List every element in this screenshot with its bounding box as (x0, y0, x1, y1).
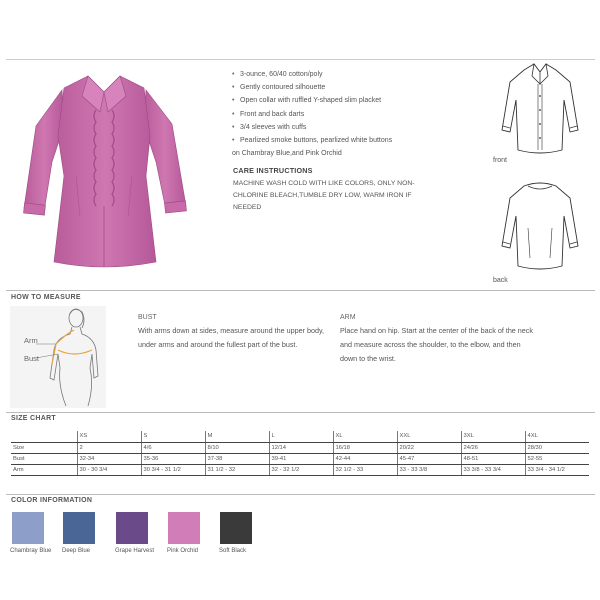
figure-arm-label: Arm (24, 336, 38, 345)
table-cell: 45-47 (397, 453, 461, 464)
row-label: Arm (11, 464, 77, 475)
feature-item: • Pearlized smoke buttons, pearlized white buttons (232, 134, 482, 147)
row-label: Bust (11, 453, 77, 464)
table-cell: 16/18 (333, 442, 397, 453)
size-chart-table (11, 431, 589, 476)
column-header: S (141, 431, 205, 442)
table-cell: 52-55 (525, 453, 589, 464)
feature-list (232, 68, 482, 160)
table-cell: 24/26 (461, 442, 525, 453)
front-line-drawing (498, 60, 582, 156)
table-cell: 33 - 33 3/8 (397, 464, 461, 475)
color-swatch-grape-harvest[interactable] (116, 512, 148, 544)
care-title: CARE INSTRUCTIONS (233, 166, 313, 175)
table-cell: 31 1/2 - 32 (205, 464, 269, 475)
table-cell: 32 - 32 1/2 (269, 464, 333, 475)
measure-figure (10, 306, 106, 408)
table-cell: 30 3/4 - 31 1/2 (141, 464, 205, 475)
product-photo (14, 66, 194, 276)
table-row (11, 453, 589, 464)
column-header: XS (77, 431, 141, 442)
table-row (11, 464, 589, 475)
color-swatch-pink-orchid[interactable] (168, 512, 200, 544)
feature-item: on Chambray Blue,and Pink Orchid (232, 150, 342, 158)
table-cell: 32 1/2 - 33 (333, 464, 397, 475)
table-cell: 42-44 (333, 453, 397, 464)
color-swatch-label: Chambray Blue (10, 548, 52, 554)
table-cell: 8/10 (205, 442, 269, 453)
table-cell: 4/6 (141, 442, 205, 453)
table-cell: 35-36 (141, 453, 205, 464)
color-swatch-deep-blue[interactable] (63, 512, 95, 544)
color-swatch-label: Soft Black (219, 548, 247, 554)
back-line-drawing (498, 178, 582, 274)
table-cell: 20/22 (397, 442, 461, 453)
feature-item: • Open collar with ruffled Y-shaped slim placket (232, 94, 482, 107)
feature-item: • Front and back darts (232, 108, 482, 121)
color-swatch-soft-black[interactable] (220, 512, 252, 544)
table-corner-cell (11, 431, 77, 442)
arm-text: Place hand on hip. Start at the center of the back of the neck and measure across the shoulder, to the elbow, and then down to the wrist. (340, 326, 533, 364)
color-swatch-label: Pink Orchid (167, 548, 199, 554)
table-cell: 32-34 (77, 453, 141, 464)
table-cell: 33 3/8 - 33 3/4 (461, 464, 525, 475)
feature-item: • 3-ounce, 60/40 cotton/poly (232, 68, 482, 81)
table-header-row (11, 431, 589, 442)
table-cell: 2 (77, 442, 141, 453)
color-info-title: COLOR INFORMATION (11, 497, 93, 504)
bust-heading: BUST (138, 314, 157, 321)
table-row (11, 442, 589, 453)
section-divider (6, 494, 595, 495)
column-header: 3XL (461, 431, 525, 442)
feature-item: • Gently contoured silhouette (232, 81, 482, 94)
care-text: MACHINE WASH COLD WITH LIKE COLORS, ONLY NON-CHLORINE BLEACH,TUMBLE DRY LOW, WARM IRON IF NEEDED (233, 180, 415, 211)
table-cell: 33 3/4 - 34 1/2 (525, 464, 589, 475)
table-cell: 30 - 30 3/4 (77, 464, 141, 475)
column-header: 4XL (525, 431, 589, 442)
how-to-measure-title: HOW TO MEASURE (11, 294, 81, 301)
arm-heading: ARM (340, 314, 356, 321)
column-header: L (269, 431, 333, 442)
color-swatch-label: Deep Blue (62, 548, 91, 554)
section-divider (6, 412, 595, 413)
size-chart-title: SIZE CHART (11, 415, 56, 422)
row-label: Size (11, 442, 77, 453)
bust-text: With arms down at sides, measure around the upper body, under arms and around the fullest part of the bust. (138, 326, 325, 350)
table-cell: 48-51 (461, 453, 525, 464)
color-swatch-label: Grape Harvest (115, 548, 155, 554)
section-divider (6, 290, 595, 291)
table-cell: 39-41 (269, 453, 333, 464)
color-swatch-chambray-blue[interactable] (12, 512, 44, 544)
column-header: M (205, 431, 269, 442)
table-cell: 37-38 (205, 453, 269, 464)
column-header: XL (333, 431, 397, 442)
front-label: front (493, 157, 508, 164)
table-cell: 28/30 (525, 442, 589, 453)
back-label: back (493, 277, 508, 284)
column-header: XXL (397, 431, 461, 442)
table-cell: 12/14 (269, 442, 333, 453)
figure-bust-label: Bust (24, 354, 40, 363)
feature-item: • 3/4 sleeves with cuffs (232, 121, 482, 134)
